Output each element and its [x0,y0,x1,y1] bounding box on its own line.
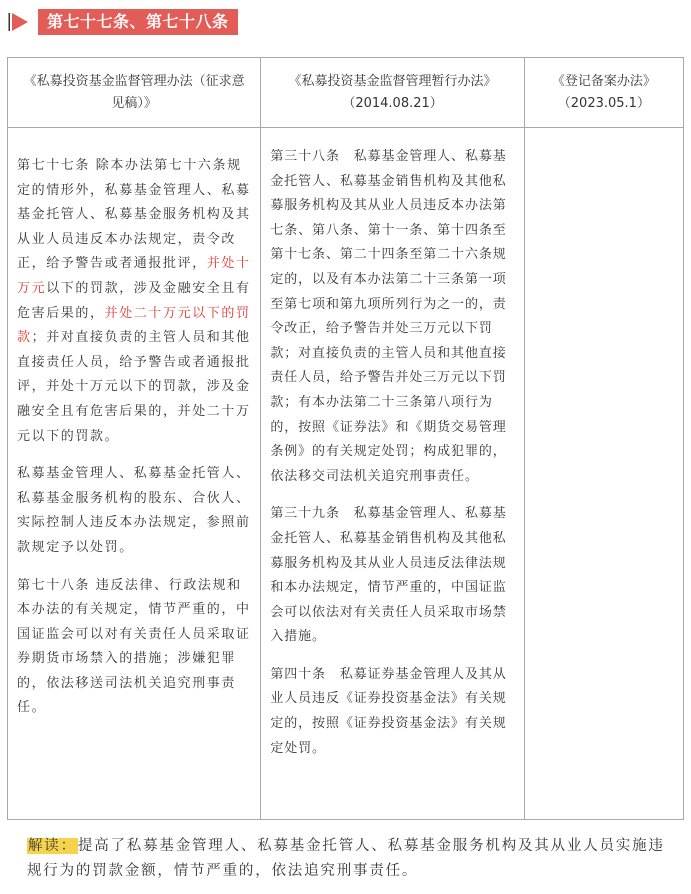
column-header-date: （2023.05.1） [557,95,650,111]
interim-rules-cell [261,128,524,820]
column-header-title: 《私募投资基金监督管理办法（征求意见稿）》 [23,73,245,111]
article-77-second-paragraph: 私募基金管理人、私募基金托管人、私募基金服务机构的股东、合伙人、实际控制人违反本办法规定，参照前款规定予以处罚。 [17,466,251,555]
section-header [8,9,238,35]
article-78-paragraph: 第七十八条 违反法律、行政法规和本办法的有关规定，情节严重的，中国证监会可以对有关责任人员采取证券期货市场禁入的措施；涉嫌犯罪的，依法移送司法机关追究刑事责任。 [17,577,251,716]
highlighted-fine: 并处十万元 [17,256,251,296]
highlighted-fine: 并处二十万元以下的罚款 [17,305,251,346]
column-header-title: 《私募投资基金监督管理暂行办法》 [288,73,497,89]
article-77-paragraph [17,154,252,449]
table-header-row [8,58,684,128]
article-40-paragraph: 第四十条 私募证券基金管理人及其从业人员违反《证券投资基金法》有关规定的，按照《证券投资基金法》有关规定处罚。 [270,666,507,756]
note-text: 提高了私募基金管理人、私募基金托管人、私募基金服务机构及其从业人员实施违规行为的罚款金额，情节严重的，依法追究刑事责任。 [27,838,665,879]
column-header-date: （2014.08.21） [342,95,443,111]
text-segment: ；并对直接负责的主管人员和其他直接责任人员，给予警告或者通报批评，并处十万元以下的罚款，涉及金融安全且有危害后果的，并处二十万元以下的罚款。 [17,330,251,444]
draft-rules-cell [8,128,261,820]
table-body-row [8,128,684,820]
text-segment: 以下的罚款，涉及金融安全且有危害后果的， [17,280,251,321]
text-segment: 第七十七条 除本办法第七十六条规定的情形外，私募基金管理人、私募基金托管人、私募基金服务机构及其从业人员违反本办法规定，责令改正，给予警告或者通报批评， [17,158,251,272]
column-header [524,58,683,128]
registration-rules-cell [524,128,683,820]
note-label: 解读： [28,838,77,854]
column-header [261,58,524,128]
column-header-title: 《登记备案办法》 [551,73,656,89]
article-39-paragraph: 第三十九条 私募基金管理人、私募基金托管人、私募基金销售机构及其他私募服务机构及其从业人员违反法律法规和本办法规定，情节严重的，中国证监会可以依法对有关责任人员采取市场禁入措施。 [270,506,507,645]
interpretation-note [27,834,677,883]
article-38-paragraph: 第三十八条 私募基金管理人、私募基金托管人、私募基金销售机构及其他私募服务机构及其从业人员违反本办法第七条、第八条、第十一条、第十四条至第十七条、第二十四条至第二十六条规定的，以及有本办法第二十三条第一项至第七项和第九项所列行为之一的，责令改正，给予警告并处三万元以下罚款；对直接负责的主管人员和其他直接责任人员，给予警告并处三万元以下罚款；有本办法第二十三条第八项行为的，按照《证券法》和《期货交易管理条例》的有关规定处罚；构成犯罪的，依法移交司法机关追究刑事责任。 [270,149,507,484]
comparison-table [7,57,684,820]
section-title: 第七十七条、第七十八条 [38,9,238,35]
play-arrow-icon [8,12,30,32]
column-header [8,58,261,128]
